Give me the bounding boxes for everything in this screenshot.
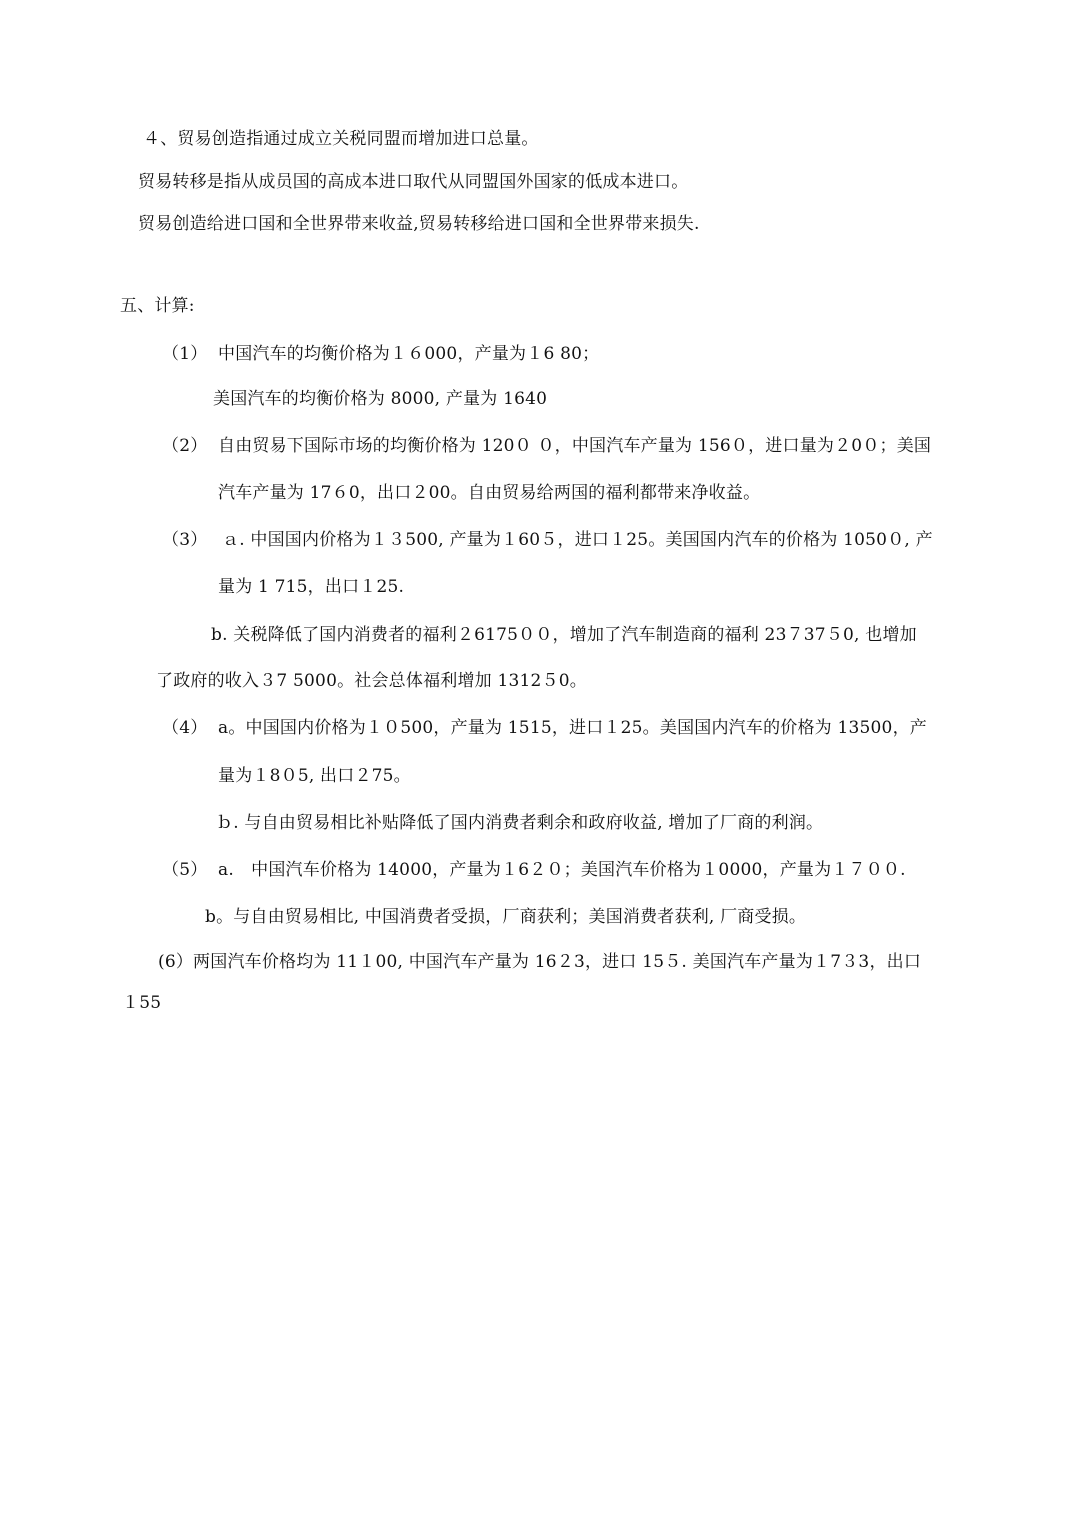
q5-number: （5）: [162, 860, 208, 880]
section5-heading: 五、计算:: [120, 296, 195, 316]
q4-line-3: ｂ. 与自由贸易相比补贴降低了国内消费者剩余和政府收益, 增加了厂商的利润。: [216, 813, 824, 833]
q2-line-2: 汽车产量为 17６0，出口２00。自由贸易给两国的福利都带来净收益。: [218, 483, 761, 503]
section4-line-1: ４、贸易创造指通过成立关税同盟而增加进口总量。: [143, 129, 539, 149]
q1-line-2: 美国汽车的均衡价格为 8000, 产量为 1640: [213, 389, 548, 409]
section4-line-2: 贸易转移是指从成员国的高成本进口取代从同盟国外国家的低成本进口。: [138, 172, 689, 192]
q3-line-3: b. 关税降低了国内消费者的福利２6175００，增加了汽车制造商的福利 23７37５0, 也增加: [211, 625, 917, 645]
q4-line-1: a。中国国内价格为１０500，产量为 1515，进口１25。美国国内汽车的价格为 13500，产: [218, 718, 927, 738]
q2-line-1: 自由贸易下国际市场的均衡价格为 120０ ０，中国汽车产量为 156０，进口量为２0０；美国: [218, 436, 932, 456]
q3-number: （3）: [162, 530, 208, 550]
q1-number: （1）: [162, 344, 208, 364]
q2-number: （2）: [162, 436, 208, 456]
q6-line-2: １55: [122, 993, 162, 1013]
q5-line-2: b。与自由贸易相比, 中国消费者受损，厂商获利；美国消费者获利, 厂商受损。: [205, 907, 807, 927]
q1-line-1: 中国汽车的均衡价格为１６000，产量为１6 80；: [218, 344, 600, 364]
q3-line-2: 量为 1 715，出口１25.: [218, 577, 405, 597]
section4-line-3: 贸易创造给进口国和全世界带来收益,贸易转移给进口国和全世界带来损失.: [138, 214, 700, 234]
q5-line-1: a. 中国汽车价格为 14000，产量为１6２０；美国汽车价格为１0000，产量为１７００.: [218, 860, 906, 880]
q3-line-4: 了政府的收入３7 5000。社会总体福利增加 1312５0。: [156, 671, 587, 691]
q3-line-1: ａ. 中国国内价格为１３500, 产量为１60５，进口１25。美国国内汽车的价格为 1050０, 产: [222, 530, 933, 550]
q4-number: （4）: [162, 718, 208, 738]
q6-line-1: (6）两国汽车价格均为 11１00, 中国汽车产量为 16２3，进口 15５. 美国汽车产量为１7３3，出口: [158, 952, 922, 972]
q4-line-2: 量为１8０5, 出口２75。: [218, 766, 411, 786]
